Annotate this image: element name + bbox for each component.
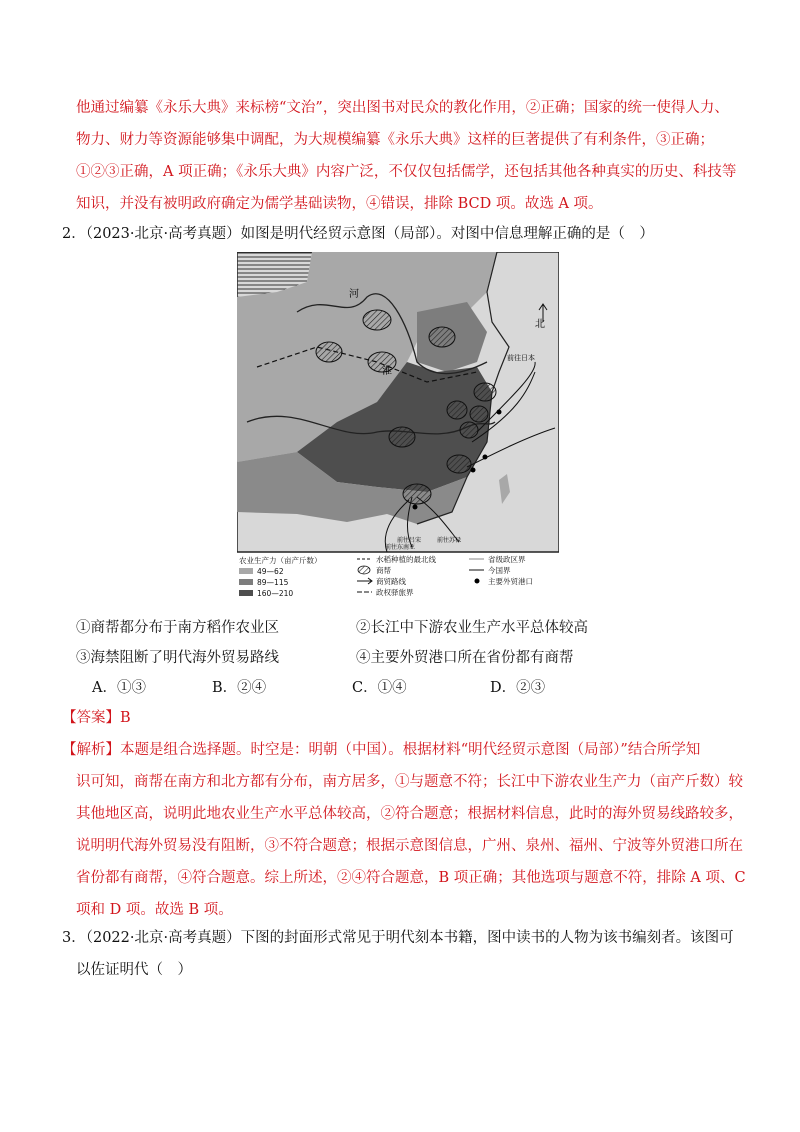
river-label-yellow: 河 [349, 289, 359, 300]
legend-item: 水稻种植的最北线 [376, 555, 436, 564]
statement-2: ②长江中下游农业生产水平总体较高 [356, 620, 588, 636]
legend-range: 89—115 [257, 578, 289, 587]
prev-answer-line: 他通过编纂《永乐大典》来标榜“文治”，突出图书对民众的教化作用，②正确；国家的统一使得人力、 [76, 100, 729, 116]
analysis-line: 省份都有商帮，④符合题意。综上所述，②④符合题意，B 项正确；其他选项与题意不符，排除 A 项、C [76, 870, 746, 886]
choice-b: B．②④ [212, 680, 267, 696]
question-2-stem: 2．（2023·北京·高考真题）如图是明代经贸示意图（局部）。对图中信息理解正确的是（ ） [62, 226, 654, 242]
map-figure [237, 252, 559, 602]
legend-range: 49—62 [257, 567, 284, 576]
choice-c: C．①④ [352, 680, 407, 696]
legend-range: 160—210 [257, 589, 294, 598]
legend-item: 今国界 [488, 566, 511, 575]
legend-item: 政权驿旅界 [376, 588, 414, 597]
north-arrow-label: 北 [535, 319, 545, 330]
route-label-sea2: 前往苏禄 [437, 537, 462, 544]
route-label-sea3: 前往吕宋 [397, 537, 422, 544]
analysis-line: 其他地区高，说明此地农业生产水平总体较高，②符合题意；根据材料信息，此时的海外贸易线路较多， [76, 806, 743, 822]
choice-a: A．①③ [92, 680, 146, 696]
analysis-line: 项和 D 项。故选 B 项。 [76, 902, 233, 918]
prev-answer-line: 知识，并没有被明政府确定为儒学基础读物，④错误，排除 BCD 项。故选 A 项。 [76, 196, 603, 212]
answer-label: 【答案】B [62, 710, 131, 726]
route-label-sea1: 前往东南亚 [385, 544, 416, 551]
legend-title: 农业生产力（亩产斤数） [239, 556, 322, 565]
question-3-stem: 以佐证明代（ ） [76, 962, 192, 978]
statement-3: ③海禁阻断了明代海外贸易路线 [76, 650, 279, 666]
statement-4: ④主要外贸港口所在省份都有商帮 [356, 650, 574, 666]
route-label-japan: 前往日本 [507, 354, 535, 362]
question-3-stem: 3．（2022·北京·高考真题）下图的封面形式常见于明代刻本书籍，图中读书的人物为该书编刻者。该图可 [62, 930, 734, 946]
legend-item: 省级政区界 [488, 555, 526, 564]
choice-d: D．②③ [490, 680, 546, 696]
prev-answer-line: ①②③正确，A 项正确；《永乐大典》内容广泛，不仅仅包括儒学，还包括其他各种真实的历史、科技等 [76, 164, 737, 180]
legend-item: 主要外贸港口 [488, 577, 533, 586]
river-label-huai: 淮 [382, 366, 392, 377]
statement-1: ①商帮都分布于南方稻作农业区 [76, 620, 279, 636]
prev-answer-line: 物力、财力等资源能够集中调配，为大规模编纂《永乐大典》这样的巨著提供了有利条件，③正确； [76, 132, 714, 148]
analysis-line: 说明明代海外贸易没有阻断，③不符合题意；根据示意图信息，广州、泉州、福州、宁波等外贸港口所在 [76, 838, 743, 854]
legend-item: 商贸路线 [376, 577, 406, 586]
analysis-line: 【解析】本题是组合选择题。时空是：明朝（中国）。根据材料“明代经贸示意图（局部）”结合所学知 [62, 742, 701, 758]
ming-trade-map [237, 252, 559, 602]
analysis-line: 识可知，商帮在南方和北方都有分布，南方居多，①与题意不符；长江中下游农业生产力（亩产斤数）较 [76, 774, 743, 790]
legend-item: 商帮 [376, 566, 391, 575]
